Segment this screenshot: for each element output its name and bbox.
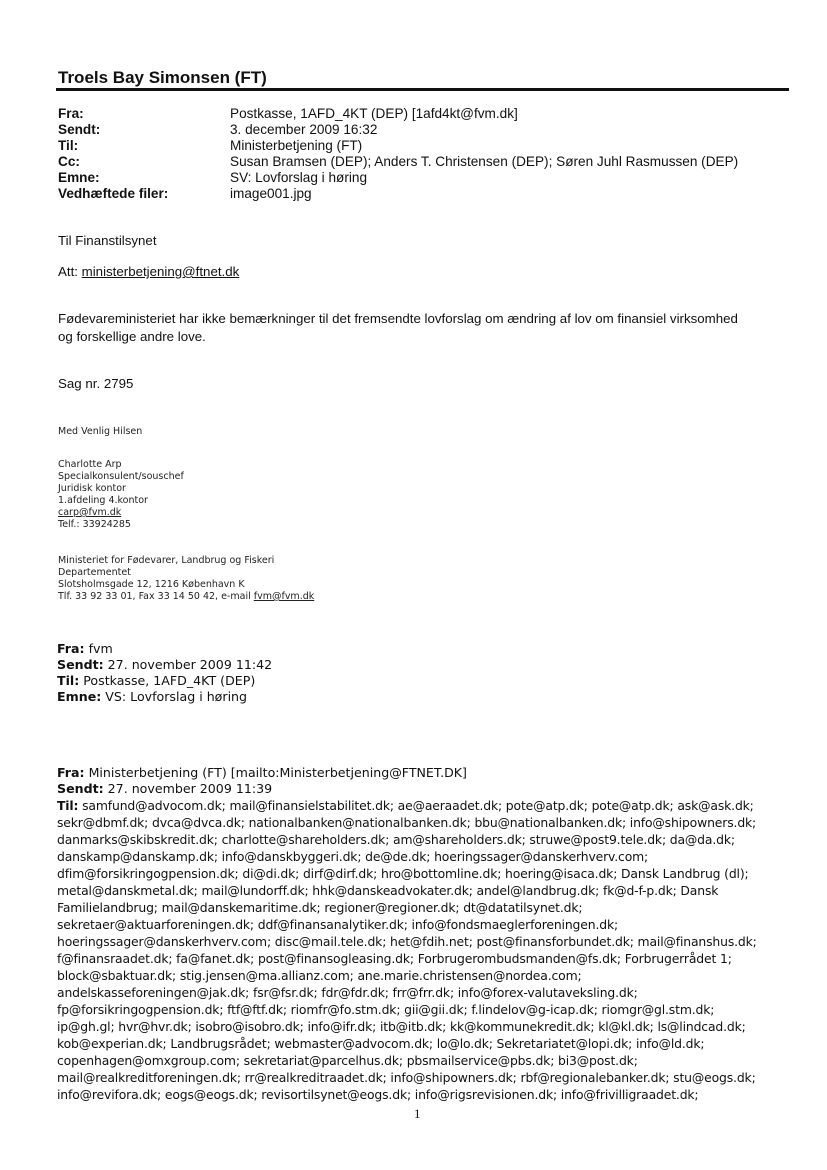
signature-dept: Juridisk kontor xyxy=(58,483,126,494)
signature-name: Charlotte Arp xyxy=(58,459,122,470)
label: Sendt: xyxy=(57,657,104,672)
forward1-subject xyxy=(57,689,247,705)
header-value: Ministerbetjening (FT) xyxy=(230,138,363,153)
attention-line xyxy=(58,263,239,281)
recipient-line: danmarks@skibskredit.dk; charlotte@shareholders.dk; am@shareholders.dk; struwe@post9.tele.dk; da@da.dk; xyxy=(57,832,735,847)
signature-division: 1.afdeling 4.kontor xyxy=(58,495,148,506)
header-label: Emne: xyxy=(58,170,100,185)
label: Sendt: xyxy=(57,781,104,796)
header-value: SV: Lovforslag i høring xyxy=(230,170,368,185)
signature-contact-email-link[interactable]: fvm@fvm.dk xyxy=(253,591,315,602)
signature-address: Slotsholmsgade 12, 1216 København K xyxy=(58,579,245,590)
recipient-line: hoeringssager@danskerhverv.com; disc@mail.tele.dk; het@fdih.net; post@finansforbundet.dk; mail@finanshus.dk; xyxy=(57,934,757,949)
body-paragraph-line-2: og forskellige andre love. xyxy=(58,329,206,344)
document-title: Troels Bay Simonsen (FT) xyxy=(58,68,267,87)
recipient-text: samfund@advocom.dk; mail@finansielstabilitet.dk; ae@aeraadet.dk; pote@atp.dk; pote@atp.dk; ask@ask.dk; xyxy=(82,798,754,813)
value: 27. november 2009 11:39 xyxy=(107,781,273,796)
value: VS: Lovforslag i høring xyxy=(105,689,248,704)
signature-unit: Departementet xyxy=(58,567,131,578)
forward1-from xyxy=(57,641,113,657)
recipient-line: copenhagen@omxgroup.com; sekretariat@parcelhus.dk; pbsmailservice@pbs.dk; bi3@post.dk; xyxy=(57,1053,638,1068)
recipient-line: sekretaer@aktuarforeningen.dk; ddf@finansanalytiker.dk; info@fondsmaeglerforeningen.dk; xyxy=(57,917,618,932)
forward1-sent xyxy=(57,657,272,673)
recipient-line: Familielandbrug; mail@danskemaritime.dk; regioner@regioner.dk; dt@datatilsynet.dk; xyxy=(57,900,583,915)
header-label: Sendt: xyxy=(58,122,101,137)
recipient-line: metal@danskmetal.dk; mail@lundorff.dk; hhk@danskeadvokater.dk; andel@landbrug.dk; fk@d-f-p.dk; Dansk xyxy=(57,883,719,898)
value: fvm xyxy=(88,641,113,656)
recipient-line: andelskasseforeningen@jak.dk; fsr@fsr.dk; fdr@fdr.dk; frr@frr.dk; info@forex-valutaveksling.dk; xyxy=(57,985,638,1000)
recipient-line: kob@experian.dk; Landbrugsrådet; webmaster@advocom.dk; lo@lo.dk; Sekretariatet@lopi.dk; info@ld.dk; xyxy=(57,1036,705,1051)
recipient-line: sekr@dbmf.dk; dvca@dvca.dk; nationalbanken@nationalbanken.dk; bbu@nationalbanken.dk; info@shipowners.dk; xyxy=(57,815,757,830)
header-value: Susan Bramsen (DEP); Anders T. Christensen (DEP); Søren Juhl Rasmussen (DEP) xyxy=(230,154,739,169)
recipient-line: ip@gh.gl; hvr@hvr.dk; isobro@isobro.dk; info@ifr.dk; itb@itb.dk; kk@kommunekredit.dk; kl@kl.dk; ls@lindcad.dk; xyxy=(57,1019,746,1034)
value: Ministerbetjening (FT) [mailto:Ministerbetjening@FTNET.DK] xyxy=(88,765,467,780)
forward1-to xyxy=(57,673,255,689)
title-divider xyxy=(56,88,789,91)
signature-phone: Telf.: 33924285 xyxy=(58,519,131,530)
header-value: image001.jpg xyxy=(230,186,312,201)
forward2-from xyxy=(57,765,467,781)
recipient-line: dfim@forsikringogpension.dk; di@di.dk; dirf@dirf.dk; hro@bottomline.dk; hoering@isaca.dk; Dansk Landbrug (dl); xyxy=(57,866,749,881)
recipient-line: f@finansraadet.dk; fa@fanet.dk; post@finansogleasing.dk; Forbrugerombudsmanden@fs.dk; Forbrugerrådet 1; xyxy=(57,951,732,966)
page-number: 1 xyxy=(414,1106,421,1121)
header-label: Cc: xyxy=(58,154,80,169)
recipient-line: info@revifora.dk; eogs@eogs.dk; revisortilsynet@eogs.dk; info@rigsrevisionen.dk; info@frivilligraadet.dk; xyxy=(57,1087,699,1102)
signature-contact xyxy=(58,591,314,603)
attention-email-link[interactable]: ministerbetjening@ftnet.dk xyxy=(81,264,240,279)
label: Emne: xyxy=(57,689,102,704)
header-label: Til: xyxy=(58,138,79,153)
case-number: Sag nr. 2795 xyxy=(58,376,134,391)
header-value: Postkasse, 1AFD_4KT (DEP) [1afd4kt@fvm.dk] xyxy=(230,106,518,121)
attention-prefix: Att: xyxy=(58,264,82,279)
header-label: Vedhæftede filer: xyxy=(58,186,169,201)
recipient-line: mail@realkreditforeningen.dk; rr@realkreditraadet.dk; info@shipowners.dk; rbf@regionalebanker.dk; stu@eogs.dk; xyxy=(57,1070,756,1085)
recipient-line: fp@forsikringogpension.dk; ftf@ftf.dk; riomfr@fo.stm.dk; gii@gii.dk; f.lindelov@g-icap.dk; riomgr@gl.stm.dk; xyxy=(57,1002,715,1017)
greeting: Til Finanstilsynet xyxy=(58,233,157,248)
recipient-line xyxy=(57,797,754,814)
header-value: 3. december 2009 16:32 xyxy=(230,122,378,137)
signature-email-link[interactable]: carp@fvm.dk xyxy=(58,507,122,518)
label: Til: xyxy=(57,673,80,688)
forward2-sent xyxy=(57,781,272,797)
to-label: Til: xyxy=(57,798,79,813)
label: Fra: xyxy=(57,641,85,656)
signature-contact-prefix: Tlf. 33 92 33 01, Fax 33 14 50 42, e-mail xyxy=(58,591,254,602)
signature-ministry: Ministeriet for Fødevarer, Landbrug og Fiskeri xyxy=(58,555,275,566)
recipient-line: block@sbaktuar.dk; stig.jensen@ma.allianz.com; ane.marie.christensen@nordea.com; xyxy=(57,968,582,983)
signature-closing: Med Venlig Hilsen xyxy=(58,426,143,437)
header-label: Fra: xyxy=(58,106,84,121)
value: Postkasse, 1AFD_4KT (DEP) xyxy=(83,673,256,688)
body-paragraph-line-1: Fødevareministeriet har ikke bemærkninger til det fremsendte lovforslag om ændring af lov om finansiel virksomhed xyxy=(58,311,738,326)
signature-title: Specialkonsulent/souschef xyxy=(58,471,184,482)
recipient-line: danskamp@danskamp.dk; info@danskbyggeri.dk; de@de.dk; hoeringssager@danskerhverv.com; xyxy=(57,849,649,864)
label: Fra: xyxy=(57,765,85,780)
value: 27. november 2009 11:42 xyxy=(107,657,273,672)
